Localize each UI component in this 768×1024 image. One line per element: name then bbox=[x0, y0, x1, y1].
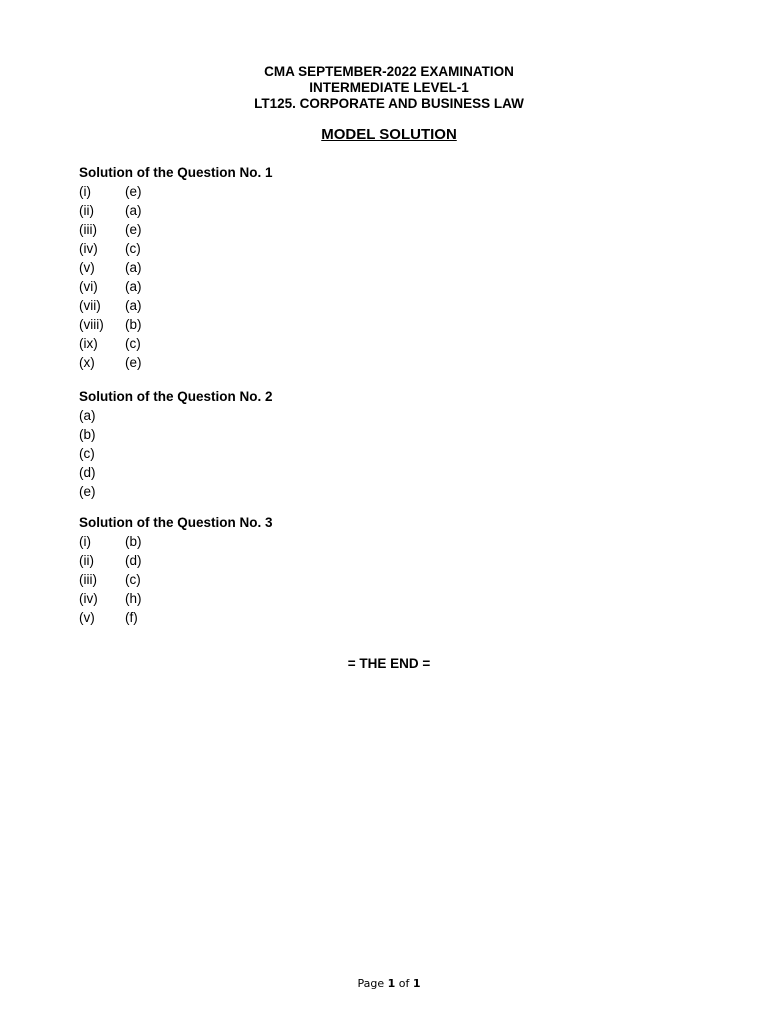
question-number: (x) bbox=[79, 355, 95, 370]
question-number: (v) bbox=[79, 260, 95, 275]
answer-row bbox=[79, 406, 273, 425]
answer-option: (b) bbox=[125, 534, 142, 549]
question-number: (i) bbox=[79, 534, 91, 549]
answer-row bbox=[79, 239, 273, 258]
answer-row bbox=[79, 353, 273, 372]
solution-section-q3 bbox=[79, 513, 273, 627]
answer-option: (c) bbox=[125, 572, 141, 587]
total-page-number: 1 bbox=[412, 977, 421, 990]
solution-section-q2 bbox=[79, 387, 273, 501]
answer-option: (c) bbox=[125, 241, 141, 256]
answer-option: (f) bbox=[125, 610, 138, 625]
answer-option: (d) bbox=[125, 553, 142, 568]
page-footer bbox=[0, 977, 768, 990]
section-title: Solution of the Question No. 3 bbox=[79, 515, 273, 530]
answer-row bbox=[79, 444, 273, 463]
question-number: (iii) bbox=[79, 572, 97, 587]
answer-row bbox=[79, 482, 273, 501]
end-marker: = THE END = bbox=[347, 656, 431, 671]
question-number: (vii) bbox=[79, 298, 101, 313]
of-label: of bbox=[398, 977, 410, 990]
current-page-number: 1 bbox=[387, 977, 396, 990]
answer-option: (a) bbox=[125, 298, 142, 313]
answer-option: (c) bbox=[125, 336, 141, 351]
answer-row bbox=[79, 570, 273, 589]
answer-row bbox=[79, 296, 273, 315]
answer-row bbox=[79, 315, 273, 334]
answer-row bbox=[79, 425, 273, 444]
document-header bbox=[0, 64, 768, 112]
answer-option: (a) bbox=[125, 279, 142, 294]
exam-level: INTERMEDIATE LEVEL-1 bbox=[309, 80, 469, 95]
answer-option: (a) bbox=[125, 203, 142, 218]
answer-row bbox=[79, 201, 273, 220]
question-number: (vi) bbox=[79, 279, 98, 294]
answer-row bbox=[79, 258, 273, 277]
answer-row bbox=[79, 220, 273, 239]
exam-title: CMA SEPTEMBER-2022 EXAMINATION bbox=[264, 64, 514, 79]
question-number: (viii) bbox=[79, 317, 104, 332]
page-title: MODEL SOLUTION bbox=[321, 126, 457, 143]
question-number: (i) bbox=[79, 184, 91, 199]
answer-row bbox=[79, 463, 273, 482]
page-label: Page bbox=[357, 977, 385, 990]
answer-option: (b) bbox=[125, 317, 142, 332]
question-number: (e) bbox=[79, 484, 96, 499]
answer-option: (e) bbox=[125, 355, 142, 370]
subject-title: LT125. CORPORATE AND BUSINESS LAW bbox=[254, 96, 524, 111]
question-number: (d) bbox=[79, 465, 96, 480]
question-number: (iii) bbox=[79, 222, 97, 237]
answer-row bbox=[79, 589, 273, 608]
section-title: Solution of the Question No. 2 bbox=[79, 389, 273, 404]
question-number: (iv) bbox=[79, 241, 98, 256]
question-number: (ix) bbox=[79, 336, 98, 351]
answer-option: (a) bbox=[125, 260, 142, 275]
question-number: (b) bbox=[79, 427, 96, 442]
question-number: (ii) bbox=[79, 553, 94, 568]
question-number: (ii) bbox=[79, 203, 94, 218]
answer-row bbox=[79, 277, 273, 296]
answer-option: (e) bbox=[125, 222, 142, 237]
answer-row bbox=[79, 334, 273, 353]
answer-row bbox=[79, 551, 273, 570]
question-number: (v) bbox=[79, 610, 95, 625]
answer-option: (h) bbox=[125, 591, 142, 606]
answer-option: (e) bbox=[125, 184, 142, 199]
question-number: (a) bbox=[79, 408, 96, 423]
solution-section-q1 bbox=[79, 163, 273, 372]
answer-row bbox=[79, 608, 273, 627]
answer-row bbox=[79, 532, 273, 551]
answer-row bbox=[79, 182, 273, 201]
question-number: (iv) bbox=[79, 591, 98, 606]
question-number: (c) bbox=[79, 446, 95, 461]
section-title: Solution of the Question No. 1 bbox=[79, 165, 273, 180]
